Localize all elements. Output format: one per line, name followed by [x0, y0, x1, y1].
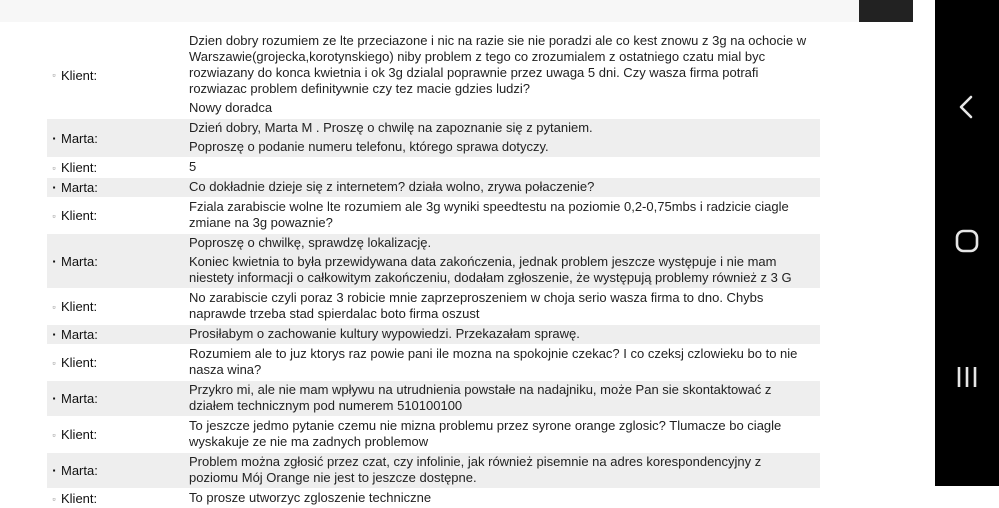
- chat-row: [47, 488, 820, 508]
- chat-row: [47, 157, 820, 177]
- chat-row: [47, 233, 820, 288]
- sender-name: Marta:: [61, 327, 98, 342]
- chat-message-text: Prosiłabym o zachowanie kultury wypowiedzi. Przekazałam sprawę.: [189, 326, 580, 341]
- chat-message-text: No zarabiscie czyli poraz 3 robicie mnie zaprzeproszeniem w choja serio wasza firma to dno. Chybs naprawde trzeba stad spierdalac boto firma oszust: [189, 290, 764, 321]
- sender-name: Klient:: [61, 427, 98, 442]
- chat-row: [47, 197, 820, 233]
- chat-row: [47, 452, 820, 488]
- cropped-header-strip: [0, 0, 913, 22]
- bullet-icon: ▫: [52, 429, 56, 440]
- chat-message-text: Fziala zarabiscie wolne lte rozumiem ale 3g wyniki speedtestu na poziomie 0,2-0,75mbs i radzicie ciagle zmiane na 3g powaznie?: [189, 199, 789, 230]
- sender-name: Marta:: [61, 463, 98, 478]
- chat-sender: [47, 489, 187, 508]
- chat-message-text: 5: [189, 159, 197, 174]
- chat-row: [47, 344, 820, 380]
- bullet-icon: ▪: [52, 330, 56, 339]
- chat-sender: [47, 453, 187, 488]
- sender-name: Klient:: [61, 208, 98, 223]
- android-navigation-bar: [935, 0, 999, 486]
- chat-message-text: Rozumiem ale to juz ktorys raz powie pani ile mozna na spokojnie czekac? I co czeksj czlowieku bo to nie nasza wina?: [189, 346, 798, 377]
- bullet-icon: ▫: [52, 357, 56, 368]
- chat-message-text: Dzien dobry rozumiem ze lte przeciazone i nic na razie sie nie poradzi ale co kest znowu z 3g na ochocie w Warszawie(grojecka,korotynskiego) niby problem z tego co zrozumialem z ostatniego czatu mial byc rozwiazany do konca kwietnia i ok 3g dzialal poprawnie przez uwaga 5 dni. Czy wasza firma potrafi rozwiazac problem definitywnie czy tez macie gdzies ludzi?: [189, 33, 807, 96]
- chat-message-text: Co dokładnie dzieje się z internetem? działa wolno, zrywa połaczenie?: [189, 179, 595, 194]
- bullet-icon: ▪: [52, 256, 56, 266]
- chat-transcript: [47, 32, 820, 508]
- sender-name: Marta:: [61, 180, 98, 195]
- bullet-icon: ▪: [52, 183, 56, 192]
- chat-sender: [47, 325, 187, 344]
- chat-message-text: Poproszę o podanie numeru telefonu, którego sprawa dotyczy.: [189, 139, 549, 154]
- chat-sender: [47, 381, 187, 416]
- bullet-icon: ▫: [52, 210, 56, 221]
- sender-name: Marta:: [61, 391, 98, 406]
- chat-sender: [47, 158, 187, 177]
- chat-sender: [47, 178, 187, 197]
- chat-row: [47, 416, 820, 452]
- bullet-icon: ▪: [52, 133, 56, 143]
- sender-name: Klient:: [61, 491, 98, 506]
- recent-apps-icon[interactable]: [951, 357, 983, 397]
- sender-name: Marta:: [61, 253, 98, 269]
- sender-name: Klient:: [61, 299, 98, 314]
- chat-message-text: Poproszę o chwilkę, sprawdzę lokalizację.: [189, 235, 432, 250]
- chat-message-text: Dzień dobry, Marta M . Proszę o chwilę na zapoznanie się z pytaniem.: [189, 120, 593, 135]
- bullet-icon: ▪: [52, 466, 56, 475]
- header-dark-block: [859, 0, 913, 22]
- sender-name: Klient:: [61, 355, 98, 370]
- chat-row: [47, 288, 820, 324]
- home-circle-icon[interactable]: [951, 222, 983, 262]
- chat-message-text: Koniec kwietnia to była przewidywana data zakończenia, jednak problem jeszcze występuje i nie mam niestety informacji o całkowitym zakończeniu, dodałam zgłoszenie, że występują problemy również z 3 G: [189, 254, 792, 285]
- back-chevron-icon[interactable]: [951, 87, 983, 127]
- chat-message-text: To prosze utworzyc zgloszenie techniczne: [189, 490, 432, 505]
- chat-sender: [47, 417, 187, 452]
- chat-message-text: Przykro mi, ale nie mam wpływu na utrudnienia powstałe na nadajniku, może Pan sie skontaktować z działem technicznym pod numerem 510100100: [189, 382, 772, 413]
- chat-message-text: Problem można zgłosić przez czat, czy infolinie, jak również pisemnie na adres korespondencyjny z poziomu Mój Orange nie jest to jeszcze dostępne.: [189, 454, 762, 485]
- chat-sender: [47, 32, 187, 118]
- chat-sender: [47, 234, 187, 288]
- chat-row: [47, 380, 820, 416]
- chat-row: [47, 32, 820, 118]
- chat-row: [47, 177, 820, 197]
- sender-name: Klient:: [61, 67, 98, 83]
- chat-sender: [47, 289, 187, 324]
- bullet-icon: ▫: [52, 70, 56, 80]
- chat-message-text: To jeszcze jedmo pytanie czemu nie mizna problemu przez syrone orange zglosic? Tlumacze bo ciagle wyskakuje ze nie ma zadnych problemow: [189, 418, 782, 449]
- chat-row: [47, 118, 820, 157]
- chat-sender: [47, 345, 187, 380]
- chat-sender: [47, 119, 187, 157]
- sender-name: Marta:: [61, 130, 98, 146]
- sender-name: Klient:: [61, 160, 98, 175]
- chat-message-text: Nowy doradca: [189, 100, 273, 115]
- chat-sender: [47, 198, 187, 233]
- bullet-icon: ▫: [52, 162, 56, 173]
- bullet-icon: ▫: [52, 301, 56, 312]
- bullet-icon: ▪: [52, 394, 56, 403]
- chat-row: [47, 324, 820, 344]
- bullet-icon: ▫: [52, 493, 56, 504]
